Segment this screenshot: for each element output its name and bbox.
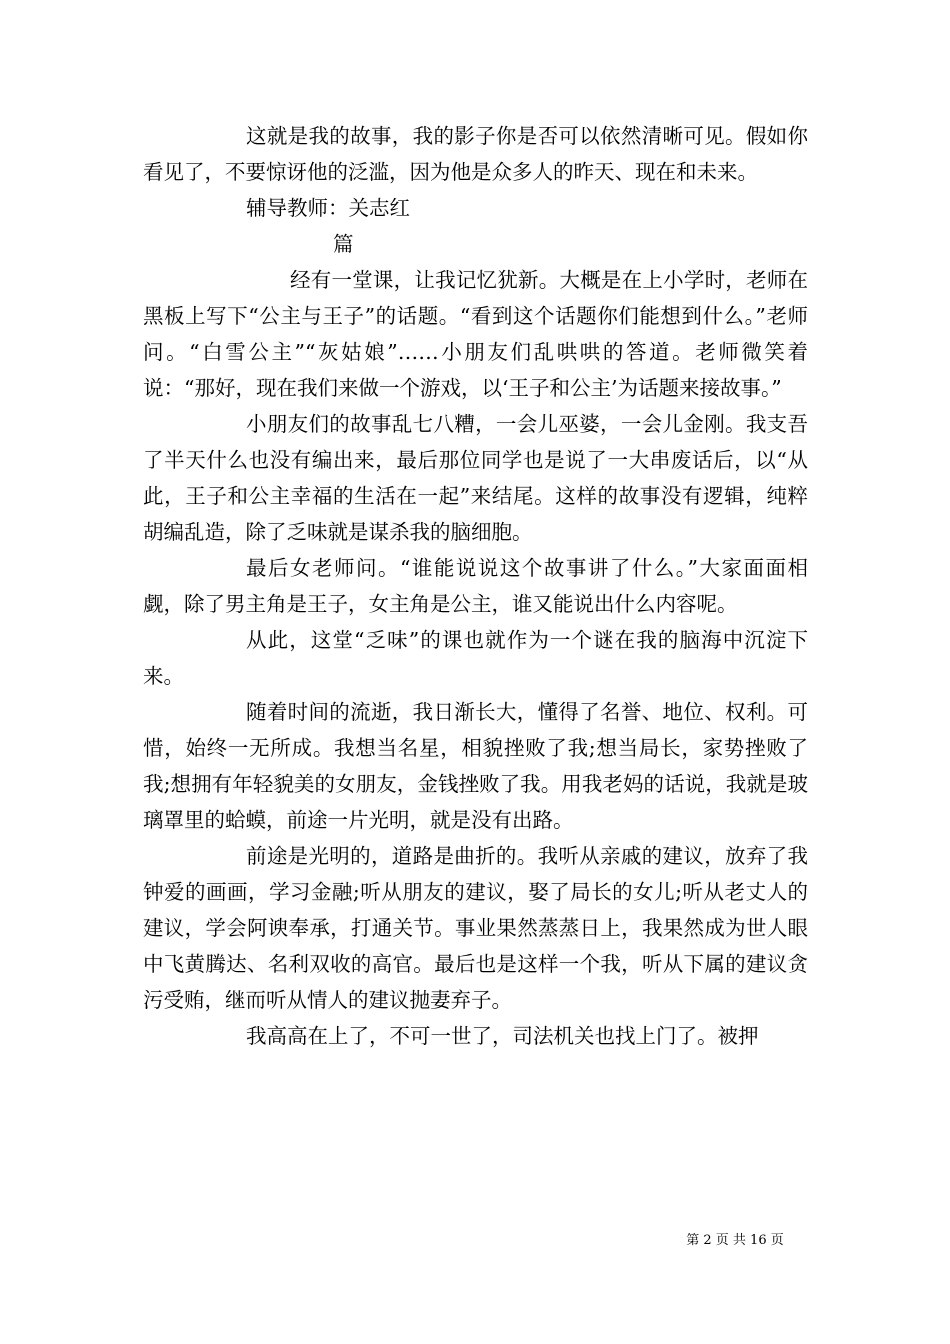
document-body [143,118,808,1054]
story-paragraph-1: 经有一堂课，让我记忆犹新。大概是在上小学时，老师在黑板上写下“公主与王子”的话题。“看到这个话题你们能想到什么。”老师问。“白雪公主”“灰姑娘”……小朋友们乱哄哄的答道。老师微笑着说：“那好，现在我们来做一个游戏，以‘王子和公主’为话题来接故事。” [143,268,808,400]
page-footer [0,1232,950,1250]
teacher-credit: 辅导教师：关志红 [246,196,410,220]
story-paragraph-6: 前途是光明的，道路是曲折的。我听从亲戚的建议，放弃了我钟爱的画画，学习金融;听从朋友的建议，娶了局长的女儿;听从老丈人的建议，学会阿谀奉承，打通关节。事业果然蒸蒸日上，我果然成为世人眼中飞黄腾达、名利双收的高官。最后也是这样一个我，听从下属的建议贪污受贿，继而听从情人的建议抛妻弃子。 [143,844,808,1012]
story-paragraph-3: 最后女老师问。“谁能说说这个故事讲了什么。”大家面面相觑，除了男主角是王子，女主角是公主，谁又能说出什么内容呢。 [143,556,808,616]
story-paragraph-5: 随着时间的流逝，我日渐长大，懂得了名誉、地位、权利。可惜，始终一无所成。我想当名星，相貌挫败了我;想当局长，家势挫败了我;想拥有年轻貌美的女朋友，金钱挫败了我。用我老妈的话说，我就是玻璃罩里的蛤蟆，前途一片光明，就是没有出路。 [143,700,808,832]
section-heading: 篇 [333,232,354,256]
page-number: 第 2 页 共 16 页 [686,1233,784,1248]
story-paragraph-7: 我高高在上了，不可一世了，司法机关也找上门了。被押 [246,1024,759,1048]
story-paragraph-4: 从此，这堂“乏味”的课也就作为一个谜在我的脑海中沉淀下来。 [143,628,808,688]
paragraph-closing: 这就是我的故事，我的影子你是否可以依然清晰可见。假如你看见了，不要惊讶他的泛滥，因为他是众多人的昨天、现在和未来。 [143,124,808,184]
story-paragraph-2: 小朋友们的故事乱七八糟，一会儿巫婆，一会儿金刚。我支吾了半天什么也没有编出来，最后那位同学也是说了一大串废话后，以“从此，王子和公主幸福的生活在一起”来结尾。这样的故事没有逻辑，纯粹胡编乱造，除了乏味就是谋杀我的脑细胞。 [143,412,808,544]
